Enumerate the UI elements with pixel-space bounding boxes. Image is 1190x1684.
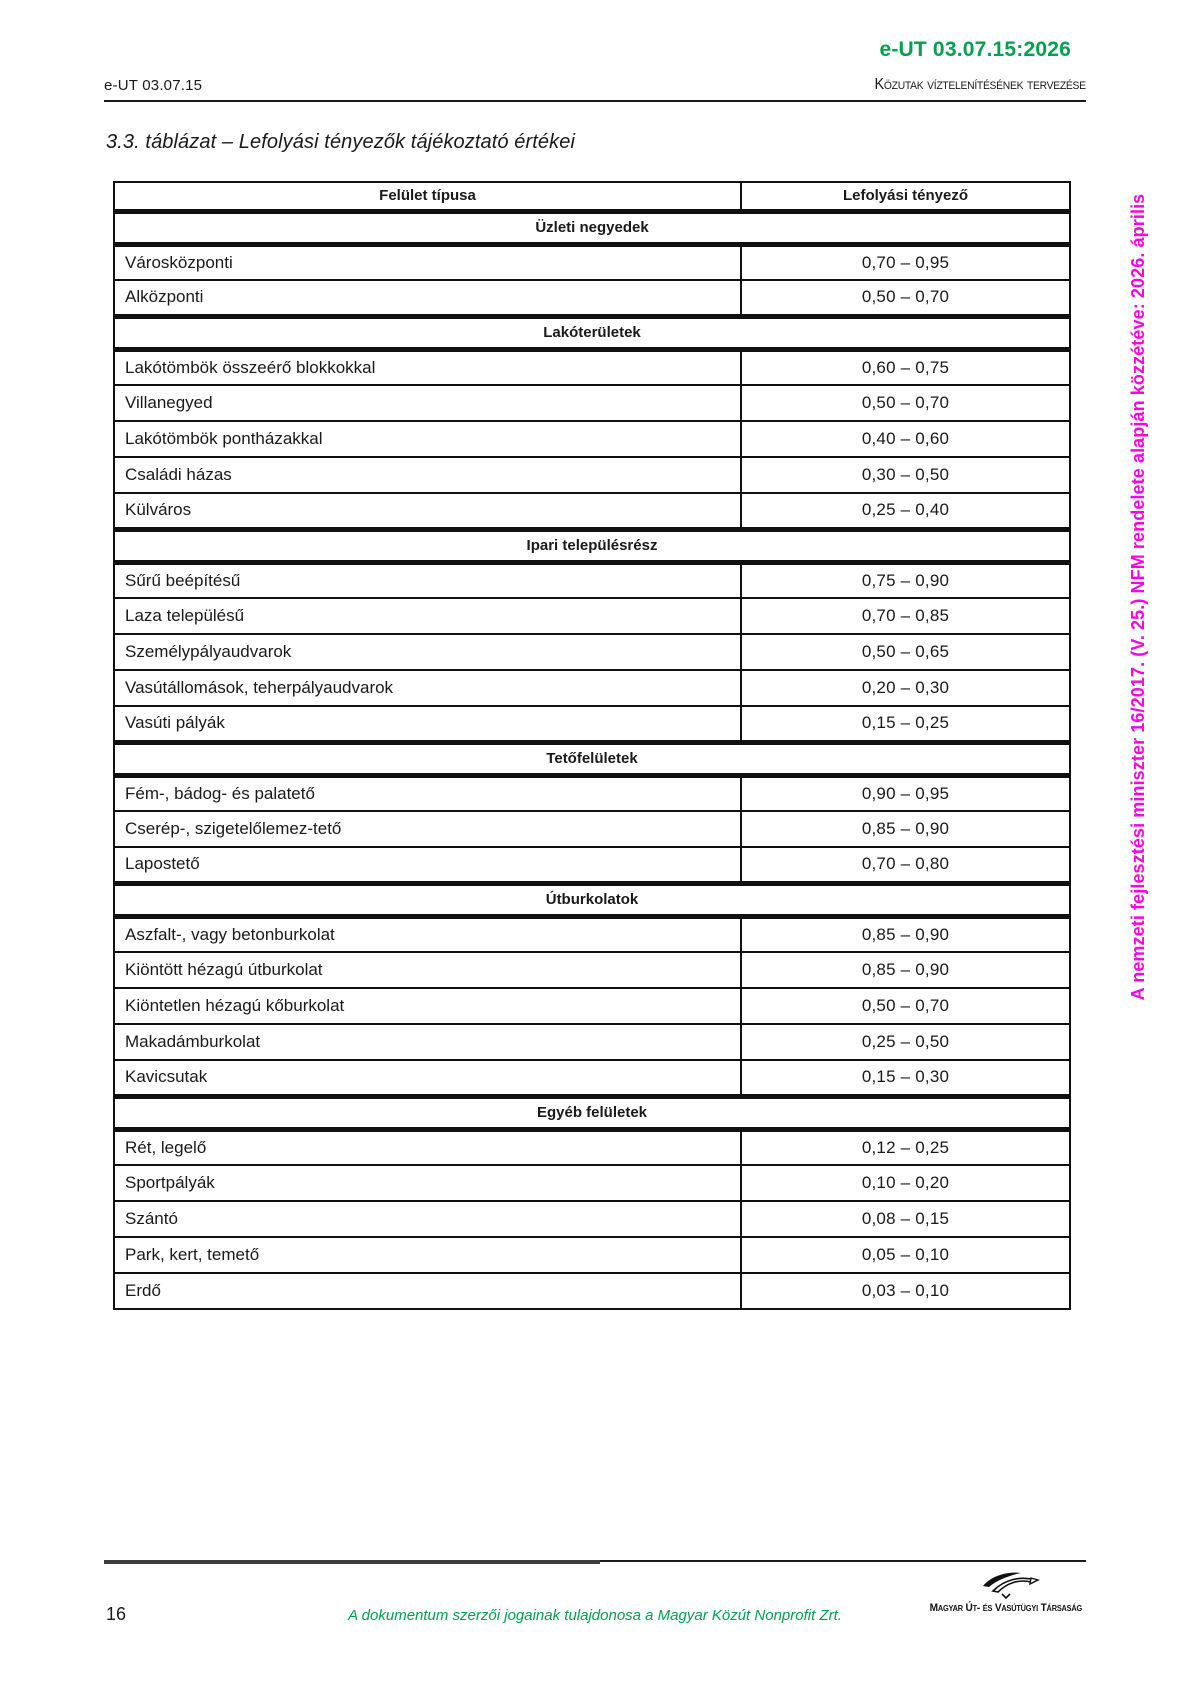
surface-type-cell: Rét, legelő	[114, 1129, 741, 1165]
surface-type-cell: Cserép-, szigetelőlemez-tető	[114, 811, 741, 847]
runoff-value-cell: 0,10 – 0,20	[741, 1165, 1070, 1201]
runoff-value-cell: 0,30 – 0,50	[741, 457, 1070, 493]
table-header-row	[114, 182, 1070, 211]
table-row	[114, 385, 1070, 421]
runoff-value-cell: 0,50 – 0,65	[741, 634, 1070, 670]
surface-type-cell: Villanegyed	[114, 385, 741, 421]
surface-type-cell: Külváros	[114, 493, 741, 529]
table-section-row	[114, 1096, 1070, 1129]
surface-type-cell: Lakótömbök összeérő blokkokkal	[114, 349, 741, 385]
surface-type-cell: Vasúti pályák	[114, 706, 741, 742]
table-section-row	[114, 529, 1070, 562]
runoff-value-cell: 0,25 – 0,50	[741, 1024, 1070, 1060]
logo-text: Magyar Út- és Vasútügyi Társaság	[929, 1602, 1083, 1614]
runoff-value-cell: 0,85 – 0,90	[741, 952, 1070, 988]
runoff-value-cell: 0,60 – 0,75	[741, 349, 1070, 385]
footer-rule-thin	[600, 1560, 1086, 1562]
section-title: Lakóterületek	[114, 316, 1070, 349]
table-row	[114, 847, 1070, 883]
surface-type-cell: Aszfalt-, vagy betonburkolat	[114, 916, 741, 952]
surface-type-cell: Park, kert, temető	[114, 1237, 741, 1273]
surface-type-cell: Alközponti	[114, 280, 741, 316]
runoff-value-cell: 0,70 – 0,95	[741, 244, 1070, 280]
runoff-value-cell: 0,05 – 0,10	[741, 1237, 1070, 1273]
table-section-row	[114, 316, 1070, 349]
surface-type-cell: Laza településű	[114, 598, 741, 634]
footer-rule	[104, 1560, 600, 1564]
section-title: Ipari településrész	[114, 529, 1070, 562]
runoff-value-cell: 0,20 – 0,30	[741, 670, 1070, 706]
table-row	[114, 811, 1070, 847]
table-row	[114, 1273, 1070, 1309]
table-row	[114, 598, 1070, 634]
surface-type-cell: Vasútállomások, teherpályaudvarok	[114, 670, 741, 706]
section-title: Egyéb felületek	[114, 1096, 1070, 1129]
page-number: 16	[106, 1604, 127, 1624]
runoff-value-cell: 0,50 – 0,70	[741, 280, 1070, 316]
surface-type-cell: Kiöntetlen hézagú kőburkolat	[114, 988, 741, 1024]
table-row	[114, 1237, 1070, 1273]
table-row	[114, 457, 1070, 493]
surface-type-cell: Szántó	[114, 1201, 741, 1237]
surface-type-cell: Családi házas	[114, 457, 741, 493]
side-regulation-note: A nemzeti fejlesztési miniszter 16/2017. (V. 25.) NFM rendelete alapján közzétéve: 2026. április	[1128, 193, 1148, 1001]
surface-type-cell: Erdő	[114, 1273, 741, 1309]
table-row	[114, 916, 1070, 952]
header-rule	[104, 100, 1086, 102]
table-row	[114, 1129, 1070, 1165]
road-swoosh-icon	[969, 1570, 1043, 1600]
table-row	[114, 634, 1070, 670]
runoff-value-cell: 0,50 – 0,70	[741, 988, 1070, 1024]
runoff-value-cell: 0,85 – 0,90	[741, 811, 1070, 847]
surface-type-cell: Városközponti	[114, 244, 741, 280]
runoff-value-cell: 0,70 – 0,85	[741, 598, 1070, 634]
runoff-value-cell: 0,03 – 0,10	[741, 1273, 1070, 1309]
table-row	[114, 775, 1070, 811]
surface-type-cell: Kiöntött hézagú útburkolat	[114, 952, 741, 988]
table-row	[114, 1060, 1070, 1096]
runoff-value-cell: 0,85 – 0,90	[741, 916, 1070, 952]
column-header-runoff-factor: Lefolyási tényező	[741, 182, 1070, 211]
doc-code: e-UT 03.07.15	[104, 77, 203, 94]
runoff-value-cell: 0,25 – 0,40	[741, 493, 1070, 529]
runoff-coefficients-table	[113, 181, 1071, 1310]
doc-code-year: e-UT 03.07.15:2026	[879, 38, 1071, 61]
table-section-row	[114, 211, 1070, 244]
table-row	[114, 706, 1070, 742]
runoff-value-cell: 0,40 – 0,60	[741, 421, 1070, 457]
section-title: Tetőfelületek	[114, 742, 1070, 775]
surface-type-cell: Sportpályák	[114, 1165, 741, 1201]
table-caption: 3.3. táblázat – Lefolyási tényezők tájékoztató értékei	[106, 131, 576, 153]
table-row	[114, 493, 1070, 529]
runoff-value-cell: 0,08 – 0,15	[741, 1201, 1070, 1237]
runoff-value-cell: 0,50 – 0,70	[741, 385, 1070, 421]
table-row	[114, 1201, 1070, 1237]
table-row	[114, 952, 1070, 988]
runoff-value-cell: 0,70 – 0,80	[741, 847, 1070, 883]
surface-type-cell: Személypályaudvarok	[114, 634, 741, 670]
runoff-value-cell: 0,12 – 0,25	[741, 1129, 1070, 1165]
table-row	[114, 1024, 1070, 1060]
table-section-row	[114, 883, 1070, 916]
doc-title: Közutak víztelenítésének tervezése	[874, 76, 1086, 93]
runoff-value-cell: 0,15 – 0,30	[741, 1060, 1070, 1096]
table-row	[114, 421, 1070, 457]
surface-type-cell: Lapostető	[114, 847, 741, 883]
table-row	[114, 670, 1070, 706]
table-section-row	[114, 742, 1070, 775]
table-row	[114, 244, 1070, 280]
surface-type-cell: Fém-, bádog- és palatető	[114, 775, 741, 811]
surface-type-cell: Lakótömbök pontházakkal	[114, 421, 741, 457]
surface-type-cell: Kavicsutak	[114, 1060, 741, 1096]
column-header-surface-type: Felület típusa	[114, 182, 741, 211]
table-row	[114, 1165, 1070, 1201]
page-header	[104, 76, 1086, 94]
surface-type-cell: Sűrű beépítésű	[114, 562, 741, 598]
table-row	[114, 988, 1070, 1024]
organization-logo	[922, 1570, 1090, 1616]
table-row	[114, 562, 1070, 598]
runoff-value-cell: 0,90 – 0,95	[741, 775, 1070, 811]
table-row	[114, 349, 1070, 385]
copyright-notice: A dokumentum szerzői jogainak tulajdonosa a Magyar Közút Nonprofit Zrt.	[348, 1607, 842, 1624]
section-title: Üzleti negyedek	[114, 211, 1070, 244]
runoff-value-cell: 0,15 – 0,25	[741, 706, 1070, 742]
table-header	[114, 182, 1070, 211]
table-row	[114, 280, 1070, 316]
section-title: Útburkolatok	[114, 883, 1070, 916]
table-body	[114, 211, 1070, 1309]
surface-type-cell: Makadámburkolat	[114, 1024, 741, 1060]
runoff-value-cell: 0,75 – 0,90	[741, 562, 1070, 598]
